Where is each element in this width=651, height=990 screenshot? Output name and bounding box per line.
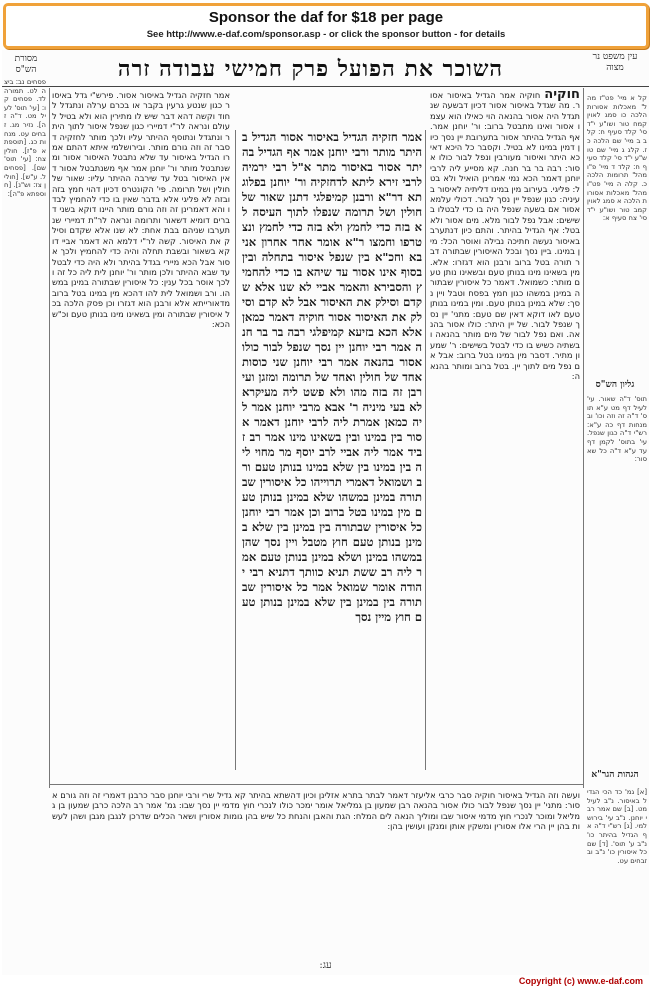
divider-bottom-section bbox=[50, 784, 583, 785]
rashi-column bbox=[430, 90, 580, 780]
header-rule bbox=[2, 86, 649, 87]
rashi-opening-word: חוקיה bbox=[544, 90, 580, 102]
rashi-text: חוקיה אמר הגדיל באיסור אסור. מה שגדל באיסור אסור דכיון דבשעה שנתגדל היה אסור בהנאה הוי כאילו הוא עצמו אסור ואינו מתבטל ברוב: ור' יוחנן אמר. אף הגדיל בהיתר אסור בתערובת יין נסך כיון דמין במינו לא בטיל. וקסבר כל היכא דאיכא היתר ואיסור מעורבין ונפל לבור כולו אסור: רבה בר בר חנה. קא מסייע ליה לרבי יוחנן דאמר הכא נמי אמרינן הואיל ולא בטל: פליגי. בעירוב מין במינו דליתיה לאיסור בעיניה: כגון שנפל יין נסך לבור. דכולי עלמא אסור אם בשעה שנפל היה בו כדי לבטלו בשישים: אבל נפל לבור מלא. מים אסור ולא בטל: אף הגדיל בהיתר. והתם כיון דנתערב באיסור נעשה חתיכה נבילה ואוסר הכל: מין במינו. ביין נסך ובכל האיסורין שבתורה דבר תורה בטל ברוב ורבנן הוא דגזרו: אלא. מין בשאינו מינו בנותן טעם ובשאינו נותן טעם מותר: כשמואל. דאמר כל איסורין שבתורה במינן במשהו כגון חמץ בפסח וטבל ויין נסך: שלא במינן בנותן טעם. ומין במינו בנותן טעם לאו דוקא דאין שם טעם: מתני' יין נסך שנפל לבור. של יין היתר: כולו אסור בהנאה. ואם נפל לבור של מים מותר בהנאה ובשתיה כשיש בו כדי לבטל בשישים: ר' שמעון מתיר. דסבר מין במינו בטל ברוב: אבל אם נפל מים לתוך יין. בטל ברוב ומותר בהנאה: bbox=[430, 90, 580, 381]
mesoret-column: פסחים נב: ביצה לט. תמורה לד. פסחים קו: [עי' תוס' לעיל מט. ד"ה זה]. נזיר מג. זבחים עט. מנחות כג. [תוספתא פ"ז]. חולין צח: [עי' תוס' שם]. [פסחים ל. ע"ש]. [חולין צז: וש"נ]. [חוספתא פ"ה]: bbox=[4, 78, 46, 198]
tosafot-column: אמר חזקיה הגדיל באיסור אסור. פירש"י גדל באיסור כגון שנטע גרעין בקבר או בכרם ערלה ונתגדל לחוד וקשה דהא דבר שיש לו מתירין הוא ולא בטיל לעולם ונראה לר"י דמיירי כגון שנפל איסור לתוך היתר ונתגדל ונתוסף ההיתר עליו ולכך מותר לחזקיה דסבר זה וזה גורם מותר. ובירושלמי איתא דהתם אמרו הגדיל באיסור עד שלא נתבטל האיסור אסור ומשנתבטל מותר ור' יוחנן אמר אף משנתבטל אסור דאין האיסור בטל עד שירבה ההיתר עליו: שאור של חולין ושל תרומה. פי' הקונטרס דכיון דהוי חמץ בזה ובזה לא פליגי אלא בדבר שאין בו כדי להחמיץ לבדו והא דאמרינן זה וזה גורם מותר היינו דוקא בשני דברים דומיא דשאור ותרומה ונראה לר"ת דמיירי שנתערבו שניהם בבת אחת: לא שנו אלא שקדם וסילק את האיסור. קשה לר"י דלמא הא דאמר אביי דוקא בשאור ובשבת תחלה והיה כדי להחמיץ ולכך אסור אבל הכא מיירי בגדל בהיתר ולא היה כדי לבטל עד שבא ההיתר ולכן מותר ור' יוחנן לית ליה כל זה ולכך אוסר בכל ענין: כל איסורין שבתורה במינן במשהו. ורב ושמואל לית להו דהכא מין במינו בטל ברוב מדאורייתא אלא ורבנן הוא דגזרו וכן פסק הלכה בכל איסורין שבתורה ומין בשאינו מינו בנותן טעם וכ"ש הכא: bbox=[52, 90, 230, 329]
copyright-notice[interactable]: Copyright (c) www.e-daf.com bbox=[518, 976, 643, 986]
talmud-page bbox=[2, 50, 649, 975]
margin-label-mesoret: מסורת הש"ס bbox=[14, 54, 38, 75]
sponsor-title[interactable]: Sponsor the daf for $18 per page bbox=[208, 9, 444, 26]
running-head: השוכר את הפועל פרק חמישי עבודה זרה bbox=[117, 56, 504, 82]
divider-rashi-gemara bbox=[425, 130, 426, 770]
sponsor-banner[interactable] bbox=[3, 3, 649, 49]
hagahot-column: [א] גמ' כד הכי הגדיל באיסור. נ"ב לעיל מט. [ב] שם אמר רבי יוחנן. נ"ב עי' בירושלמי. [ג] רש"י ד"ה אף הגדיל בהיתר כו' נ"ב ע' תוס'. [ד] שם כל איסורין כו' נ"ב ובזבחים עט. bbox=[587, 788, 647, 865]
margin-label-hagahot: הגהות הגר"א bbox=[591, 770, 639, 780]
sponsor-subtitle[interactable]: See http://www.e-daf.com/sponsor.asp - or click the sponsor button - for details bbox=[146, 29, 506, 40]
ein-mishpat-column: קל א מיי' פט"ז מהל' מאכלות אסורות הלכה כו סמג לאוין קמח טור ושו"ע י"ד סי' קלד סעיף ח: קלב ב מיי' שם הלכה כז. קלג ג מיי' שם טוש"ע י"ד סי' קלד סעיף ח: קלד ד מיי' פ"ו מהל' תרומות הלכה כ. קלה ה מיי' פט"ו מהל' מאכלות אסורות הלכה א סמג לאוין קמב טור ושו"ע י"ד סי' צח סעיף א: bbox=[587, 94, 647, 223]
gilyon-column: תוס' ד"ה שאור. עי' לעיל דף מט ע"א תוס' ד"ה זה וזה וכו' ובמנחות דף כה ע"א: רש"י ד"ה כגון שנפל. עי' בתוס' לקמן דף עד ע"א ד"ה כל שאסור: bbox=[587, 395, 647, 464]
divider-left-margin bbox=[49, 88, 50, 788]
divider-gemara-tosafot bbox=[235, 130, 236, 770]
margin-label-gilyon: גליון הש"ס bbox=[595, 380, 635, 390]
margin-label-ein-mishpat: עין משפט נר מצוה bbox=[592, 52, 638, 73]
divider-right-margin bbox=[583, 88, 584, 788]
gemara-column: אמר חזקיה הגדיל באיסור אסור הגדיל בהיתר מותר ורבי יוחנן אמר אף הגדיל בהיתר אסור באיסור מתר א"ל רבי ירמיה לרבי זירא ליתא לדחזקיה ור' יוחנן בפלוגתא דר"א ורבנן קמיפלגי דתנן שאור של חולין ושל תרומה שנפלו לתוך העיסה לא בזה כדי לחמץ ולא בזה כדי לחמץ ונצטרפו וחמצו ר"א אומר אחר אחרון אני בא וחכ"א בין שנפל איסור בתחלה ובין בסוף אינו אסור עד שיהא בו כדי להחמיץ והסבירא והאמר אביי לא שנו אלא שקדם וסילק את האיסור אבל לא קדם וסילק את האיסור אסור חוקיה דאמר כמאן אלא הכא בזיעא קמיפלגי רבה בר בר חנה אמר רבי יוחנן יין נסך שנפל לבור כולו אסור בהנאה אמר רבי יוחנן שני כוסות אחד של חולין ואחד של תרומה ומזגן ועירבן זה בזה מהו ולא פשט ליה מעיקרא לא בעי מיניה ר' אבא מרבי יוחנן אמר ליה כמאן אמרת ליה לרבי יוחנן דאמר אסור בין במינו ובין בשאינו מינו אמר רב זביד אמר ליה אביי לרב יוסף מר מחוי ליה בין במינו בין שלא במינו בנותן טעם ורב ושמואל דאמרי תרוייהו כל איסורין שבתורה במינן במשהו שלא במינן בנותן טעם מין במינו בטל ברוב וכן אמר רבי יוחנן כל איסורין שבתורה בין במינן בין שלא במינן בנותן טעם חוץ מטבל ויין נסך שהן במשהו במינן ושלא במינן בנותן טעם אמר ליה רב ששת תניא כוותך דתניא רבי יהודה אומר שמואל אמר כל איסורין שבתורה בין במינן בין שלא במינן בנותן טעם חוץ מיין נסך bbox=[242, 130, 422, 624]
folio-number: עג: bbox=[319, 960, 332, 971]
bottom-commentary: ועשה וזה הגדיל באיסור חוקיה סבר כרבי אליעזר דאמר לבתר בתרא אזלינן וכיון דהשתא בהיתר קא גדיל שרי ורבי יוחנן סבר כרבנן דאמרי זה וזה גורם אסור: מתני' יין נסך שנפל לבור כולו אסור בהנאה רבן שמעון בן גמליאל אומר ימכר כולו לנכרי חוץ מדמי יין נסך שבו: גמ' אמר רב הלכה כרבן שמעון בן גמליאל ומוכר לנכרי חוץ מדמי איסור שבו ומוליך הנאה לים המלח: הגת והאבן והנחת כל שיש בהן גומות אסורין ושאר הכלים שדרכן לנגבן מגבן ושהן לעשות בהן יין הרי אלו אסורין ומשקין אותן ומנקן ועושין בהן: bbox=[52, 790, 580, 832]
